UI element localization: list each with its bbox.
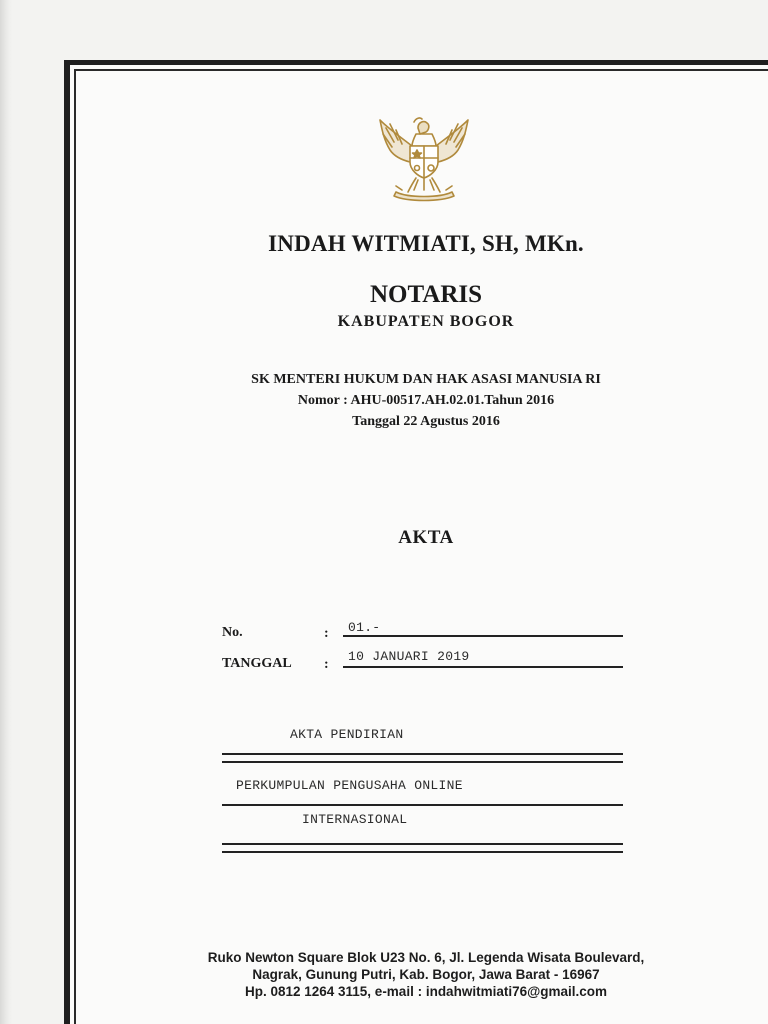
page-edge — [0, 0, 12, 1024]
decree-line-2: Nomor : AHU-00517.AH.02.01.Tahun 2016 — [297, 393, 555, 408]
subject-rule-2 — [222, 843, 623, 845]
subject-rule-1 — [222, 804, 623, 806]
border-top-thin — [76, 69, 768, 71]
number-colon: : — [324, 626, 329, 641]
garuda-emblem-icon — [372, 112, 476, 204]
footer-address-1: Ruko Newton Square Blok U23 No. 6, Jl. Legenda Wisata Boulevard, — [207, 950, 645, 965]
title-rule-1 — [222, 753, 623, 755]
date-colon: : — [324, 657, 329, 672]
notary-title: NOTARIS — [369, 281, 483, 308]
deed-subject-line-1: PERKUMPULAN PENGUSAHA ONLINE — [236, 778, 463, 793]
footer-contact: Hp. 0812 1264 3115, e-mail : indahwitmiati76@gmail.com — [244, 984, 608, 999]
border-left-thick — [64, 60, 70, 1024]
date-label: TANGGAL — [222, 656, 292, 671]
decree-line-3: Tanggal 22 Agustus 2016 — [352, 414, 500, 429]
subject-rule-3 — [222, 851, 623, 853]
border-top-thick — [64, 60, 768, 65]
date-value: 10 JANUARI 2019 — [348, 649, 470, 664]
title-rule-2 — [222, 761, 623, 763]
notary-name: INDAH WITMIATI, SH, MKn. — [268, 231, 584, 256]
decree-line-1: SK MENTERI HUKUM DAN HAK ASASI MANUSIA RI — [251, 372, 601, 387]
deed-title: AKTA PENDIRIAN — [290, 727, 404, 742]
date-underline — [343, 666, 623, 668]
number-value: 01.- — [348, 620, 381, 635]
footer-address-2: Nagrak, Gunung Putri, Kab. Bogor, Jawa Barat - 16967 — [252, 967, 600, 982]
deed-heading: AKTA — [398, 527, 454, 548]
number-underline — [343, 635, 623, 637]
notary-region: KABUPATEN BOGOR — [337, 313, 515, 330]
number-label: No. — [222, 625, 243, 640]
deed-subject-line-2: INTERNASIONAL — [302, 812, 408, 827]
